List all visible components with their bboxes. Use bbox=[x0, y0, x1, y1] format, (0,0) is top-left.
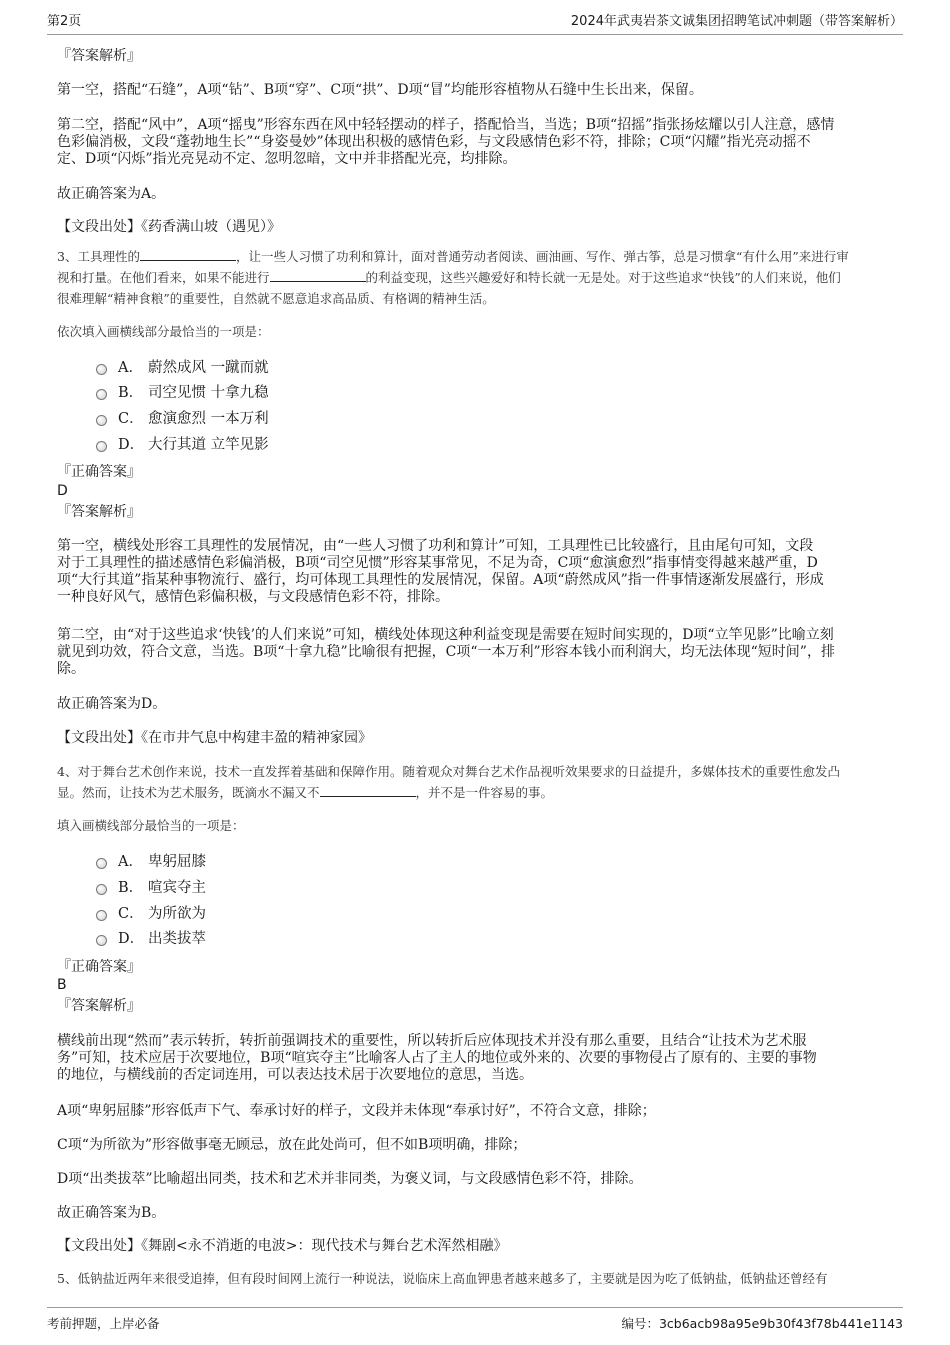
code-value: 3cb6acb98a95e9b30f43f78b441e1143 bbox=[658, 1316, 903, 1331]
radio-icon[interactable] bbox=[96, 415, 107, 426]
page-header bbox=[47, 10, 903, 35]
analysis-paragraph: 项“大行其道”指某种事物流行、盛行，均可体现工具理性的发展情况，保留。A项“蔚然成风”指一件事情逐渐发展盛行，形成 bbox=[57, 572, 824, 588]
radio-icon[interactable] bbox=[96, 910, 107, 921]
analysis-paragraph: 色彩偏消极，文段“蓬勃地生长”“身姿曼妙”体现出积极的感情色彩，与文段感情色彩不符，排除；C项“闪耀”指光亮动摇不 bbox=[57, 134, 811, 150]
analysis-paragraph: D项“出类拔萃”比喻超出同类，技术和艺术并非同类，为褒义词，与文段感情色彩不符，排除。 bbox=[57, 1171, 643, 1187]
analysis-paragraph: 一种良好风气，感情色彩偏积极，与文段感情色彩不符，排除。 bbox=[57, 589, 449, 605]
option-letter: D． bbox=[118, 931, 145, 947]
option-c[interactable] bbox=[96, 905, 206, 923]
analysis-paragraph: 的地位，与横线前的否定词连用，可以表达技术居于次要地位的意思，当选。 bbox=[57, 1067, 533, 1083]
option-letter: C． bbox=[118, 906, 144, 922]
analysis-paragraph: 除。 bbox=[57, 661, 85, 677]
option-text: 出类拔萃 bbox=[148, 931, 206, 947]
analysis-paragraph: C项“为所欲为”形容做事毫无顾忌，放在此处尚可，但不如B项明确，排除； bbox=[57, 1137, 527, 1153]
footer-slogan: 考前押题，上岸必备 bbox=[47, 1316, 160, 1331]
option-text: 喧宾夺主 bbox=[148, 880, 206, 896]
page-footer bbox=[47, 1307, 903, 1338]
source: 【文段出处】《舞剧<永不消逝的电波>：现代技术与舞台艺术浑然相融》 bbox=[57, 1238, 508, 1254]
stem-text: 视和打量。在他们看来，如果不能进行 bbox=[57, 270, 270, 285]
conclusion: 故正确答案为A。 bbox=[57, 186, 166, 202]
radio-icon[interactable] bbox=[96, 858, 107, 869]
question-stem bbox=[57, 246, 892, 267]
code-label: 编号： bbox=[621, 1316, 659, 1331]
document-title: 2024年武夷岩茶文诚集团招聘笔试冲刺题（带答案解析） bbox=[570, 14, 903, 29]
option-b[interactable] bbox=[96, 384, 269, 402]
answer-label: 『正确答案』 bbox=[57, 464, 141, 480]
radio-icon[interactable] bbox=[96, 364, 107, 375]
question-stem: 很难理解“精神食粮”的重要性，自然就不愿意追求高品质、有格调的精神生活。 bbox=[57, 291, 495, 306]
option-letter: C． bbox=[118, 411, 144, 427]
option-text: 司空见惯 十拿九稳 bbox=[148, 385, 269, 401]
option-text: 愈演愈烈 一本万利 bbox=[148, 411, 269, 427]
option-d[interactable] bbox=[96, 930, 206, 948]
question-stem: 5、低钠盐近两年来很受追捧，但有段时间网上流行一种说法，说临床上高血钾患者越来越多了，主要就是因为吃了低钠盐，低钠盐还曾经有 bbox=[57, 1271, 828, 1286]
option-letter: B． bbox=[118, 385, 144, 401]
question-hint: 依次填入画横线部分最恰当的一项是： bbox=[57, 324, 270, 339]
option-b[interactable] bbox=[96, 879, 206, 897]
analysis-label: 『答案解析』 bbox=[57, 998, 141, 1014]
analysis-paragraph: 横线前出现“然而”表示转折，转折前强调技术的重要性，所以转折后应体现技术并没有那么重要，且结合“让技术为艺术服 bbox=[57, 1033, 807, 1049]
document-code bbox=[621, 1314, 903, 1332]
stem-text: 的利益变现，这些兴趣爱好和特长就一无是处。对于这些追求“快钱”的人们来说，他们 bbox=[365, 270, 841, 285]
option-text: 卑躬屈膝 bbox=[148, 854, 206, 870]
stem-text: ，让一些人习惯了功利和算计，面对普通劳动者阅读、画油画、写作、弹古筝，总是习惯拿“有什么用”来进行审 bbox=[235, 249, 849, 264]
blank-line bbox=[320, 785, 416, 797]
analysis-paragraph: 就见到功效，符合文意，当选。B项“十拿九稳”比喻很有把握，C项“一本万利”形容本钱小而利润大，均无法体现“短时间”，排 bbox=[57, 644, 835, 660]
option-letter: D． bbox=[118, 437, 145, 453]
analysis-paragraph: 务”可知，技术应居于次要地位，B项“喧宾夺主”比喻客人占了主人的地位或外来的、次要的事物侵占了原有的、主要的事物 bbox=[57, 1050, 817, 1066]
answer-value: B bbox=[57, 977, 67, 993]
blank-line bbox=[140, 249, 236, 261]
analysis-paragraph: 定、D项“闪烁”指光亮晃动不定、忽明忽暗，文中并非搭配光亮，均排除。 bbox=[57, 151, 517, 167]
option-text: 大行其道 立竿见影 bbox=[148, 437, 269, 453]
option-letter: A． bbox=[118, 360, 143, 376]
radio-icon[interactable] bbox=[96, 441, 107, 452]
page-number: 第2页 bbox=[47, 14, 82, 29]
option-letter: B． bbox=[118, 880, 144, 896]
option-d[interactable] bbox=[96, 436, 269, 454]
option-letter: A． bbox=[118, 854, 143, 870]
source: 【文段出处】《在市井气息中构建丰盈的精神家园》 bbox=[57, 730, 372, 746]
analysis-label: 『答案解析』 bbox=[57, 504, 141, 520]
option-text: 为所欲为 bbox=[148, 906, 206, 922]
option-a[interactable] bbox=[96, 853, 206, 871]
answer-label: 『正确答案』 bbox=[57, 959, 141, 975]
analysis-label: 『答案解析』 bbox=[57, 48, 141, 64]
analysis-paragraph: A项“卑躬屈膝”形容低声下气、奉承讨好的样子，文段并未体现“奉承讨好”，不符合文意，排除； bbox=[57, 1103, 656, 1119]
radio-icon[interactable] bbox=[96, 935, 107, 946]
question-stem bbox=[57, 267, 892, 288]
option-a[interactable] bbox=[96, 359, 269, 377]
conclusion: 故正确答案为D。 bbox=[57, 696, 167, 712]
source: 【文段出处】《药香满山坡（遇见）》 bbox=[57, 219, 281, 235]
stem-text: ，并不是一件容易的事。 bbox=[415, 785, 554, 800]
analysis-paragraph: 第一空，横线处形容工具理性的发展情况，由“一些人习惯了功利和算计”可知，工具理性已比较盛行，且由尾句可知，文段 bbox=[57, 538, 814, 554]
analysis-paragraph: 第一空，搭配“石缝”，A项“钻”、B项“穿”、C项“拱”、D项“冒”均能形容植物从石缝中生长出来，保留。 bbox=[57, 82, 703, 98]
answer-value: D bbox=[57, 483, 68, 499]
analysis-paragraph: 对于工具理性的描述感情色彩偏消极，B项“司空见惯”形容某事常见，不足为奇，C项“愈演愈烈”指事情变得越来越严重，D bbox=[57, 555, 818, 571]
conclusion: 故正确答案为B。 bbox=[57, 1205, 166, 1221]
radio-icon[interactable] bbox=[96, 389, 107, 400]
radio-icon[interactable] bbox=[96, 884, 107, 895]
analysis-paragraph: 第二空，搭配“风中”，A项“摇曳”形容东西在风中轻轻摆动的样子，搭配恰当，当选；B项“招摇”指张扬炫耀以引人注意，感情 bbox=[57, 117, 835, 133]
analysis-paragraph: 第二空，由“对于这些追求‘快钱’的人们来说”可知，横线处体现这种利益变现是需要在短时间实现的，D项“立竿见影”比喻立刻 bbox=[57, 627, 834, 643]
option-text: 蔚然成风 一蹴而就 bbox=[148, 360, 269, 376]
question-stem bbox=[57, 782, 892, 803]
stem-text: 3、工具理性的 bbox=[57, 249, 140, 264]
stem-text: 显。然而，让技术为艺术服务，既滴水不漏又不 bbox=[57, 785, 320, 800]
blank-line bbox=[270, 270, 366, 282]
option-c[interactable] bbox=[96, 410, 269, 428]
question-hint: 填入画横线部分最恰当的一项是： bbox=[57, 818, 245, 833]
question-stem: 4、对于舞台艺术创作来说，技术一直发挥着基础和保障作用。随着观众对舞台艺术作品视听效果要求的日益提升，多媒体技术的重要性愈发凸 bbox=[57, 764, 840, 779]
